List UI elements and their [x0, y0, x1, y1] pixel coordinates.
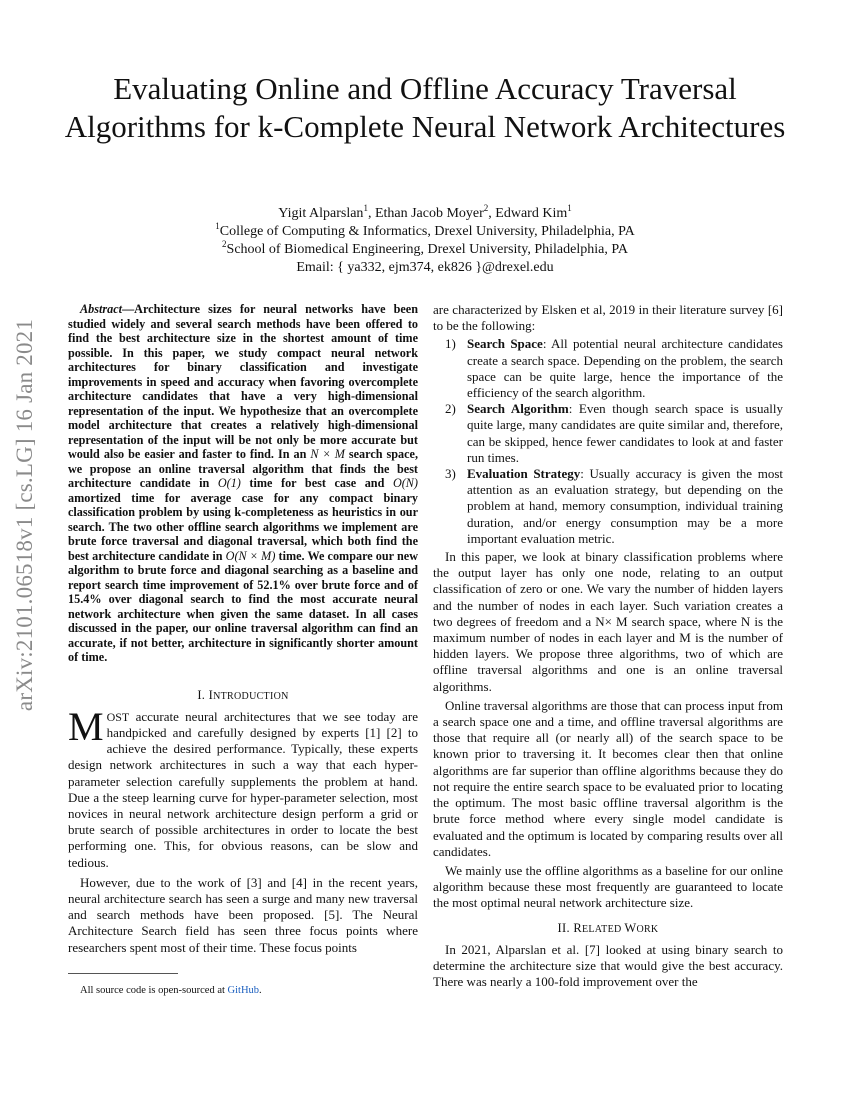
- abstract-label: Abstract: [80, 302, 122, 316]
- focus-points-list: [433, 336, 783, 547]
- section-heading-related-work: [433, 920, 783, 938]
- list-item: [433, 336, 783, 401]
- arxiv-identifier: [0, 300, 50, 730]
- right-paragraph-3: We mainly use the offline algorithms as a baseline for our online algorithm because these most frequently are guaranteed to locate the most optimal neural network architecture size.: [433, 862, 783, 911]
- author-2-affiliation: 2: [483, 203, 489, 213]
- right-paragraph-1: In this paper, we look at binary classification problems where the output layer has only one node, relating to an output classification of zero or one. We vary the number of hidden layers and the number of nodes in each layer. Such variation creates a two degrees of freedom and a N× M search space, where N is the maximum number of nodes in each layer and M is the number of hidden layers. We propose three algorithms, two of which are offline traversal algorithms and one is an online traversal algorithms.: [433, 549, 783, 694]
- related-rest-1: ELATED: [581, 923, 625, 935]
- intro-paragraph-2: However, due to the work of [3] and [4] in the recent years, neural architecture search has seen a surge and many new traversal and search methods have been proposed. [5]. The Neural Architecture Search field has seen three focus points where researchers spent most of their time. These focus points: [68, 874, 418, 955]
- affiliation-1-text: College of Computing & Informatics, Drexel University, Philadelphia, PA: [219, 224, 635, 239]
- abstract-text-4: amortized time for average case for any compact binary classification problem by using k-completeness as heuristics in our search. The two other offline search algorithms we implement are brute force traversal and diagonal traversal, which both find the best architecture candidate in: [68, 490, 418, 563]
- footnote-end: .: [259, 985, 262, 996]
- abstract-math-2: O(1): [217, 476, 241, 490]
- right-paragraph-4: In 2021, Alparslan et al. [7] looked at using binary search to determine the architecture size that would give the best accuracy. There was nearly a 100-fold improvement over the: [433, 941, 783, 990]
- affiliation-2-marker: 2: [222, 239, 227, 249]
- abstract-math-4: O(N × M): [225, 548, 276, 563]
- list-item: [433, 401, 783, 466]
- list-item: [433, 466, 783, 547]
- footnote-rule: [68, 973, 178, 974]
- list-number: 1): [445, 336, 456, 352]
- affiliation-1: [100, 223, 750, 241]
- footnote-text: All source code is open-sourced at: [80, 985, 228, 996]
- list-text: : Even though search space is usually quite large, many candidates are quite similar and, therefore, can be skipped, hence fewer candidates to look at and faster run times.: [467, 401, 783, 465]
- intro-paragraph-1-text: accurate neural architectures that we see today are handpicked and carefully designed by experts [1] [2] to achieve the desired performance. Typically, these experts design network architectures in such a way that each hyper-parameter selection carefully supplements the problem at hand. Due a the steep learning curve for hyper-parameter selection, most novices in neural network architecture design perform a grid or brute search of possible architectures in order to locate the best performing one. This, for obvious reasons, can be slow and tedious.: [68, 708, 418, 870]
- affiliation-2: [100, 241, 750, 259]
- abstract-text-1: —Architecture sizes for neural networks have been studied widely and several search methods have been offered to find the best architecture size in the shortest amount of time possible. In this paper, we study compact neural network architectures for binary classification and investigate improvements in speed and accuracy when favoring overcomplete architecture candidates that have a very high-dimensional representation of the input. We hypothesize that an overcomplete model architecture that creates a relatively high-dimensional representation of the input will be not only be more accurate but would also be easier and faster to find. In an: [68, 302, 418, 461]
- author-3: Edward Kim: [495, 206, 568, 221]
- drop-cap: M: [68, 703, 104, 749]
- related-rest-2: ORK: [636, 923, 659, 935]
- right-paragraph-2: Online traversal algorithms are those that can process input from a search space one and a time, and offline traversal algorithms are those that require all (or nearly all) of the search space to be known prior to traversing it. It becomes clear then that online algorithms are far superior than offline algorithms because they do not require the entire search space to be evaluated prior to locating the optimum. The most basic offline traversal algorithm is the brute force method where every single model candidate is evaluated and the optimum is located by comparing results over all candidates.: [433, 697, 783, 859]
- list-term: Evaluation Strategy: [467, 466, 581, 482]
- intro-numeral: I.: [197, 687, 209, 702]
- intro-rest: NTRODUCTION: [213, 690, 289, 702]
- related-numeral: II.: [557, 920, 574, 935]
- author-block: [100, 205, 750, 277]
- author-2: Ethan Jacob Moyer: [374, 206, 484, 221]
- intro-paragraph-1: [68, 703, 418, 871]
- right-column: [433, 302, 783, 990]
- lead-word: OST: [106, 709, 130, 724]
- author-names: Yigit Alparslan$^1$, Ethan Jacob Moyer$^2$, Edward Kim$^1$: [278, 203, 572, 221]
- list-number: 3): [445, 466, 456, 482]
- abstract-text-5: time. We compare our new algorithm to brute force and diagonal searching as a baseline and report search time improvement of 52.1% over brute force and of 15.4% over diagonal search to find the most accurate neural network architecture when given the same dataset. In all cases discussed in the paper, our online traversal algorithm can find an accurate, if not better, architecture in significantly shorter amount of time.: [68, 548, 418, 664]
- abstract-math-1: N × M: [310, 447, 345, 461]
- list-term: Search Algorithm: [467, 401, 569, 417]
- affiliation-2-text: School of Biomedical Engineering, Drexel University, Philadelphia, PA: [226, 242, 628, 257]
- arxiv-identifier-text: arXiv:2101.06518v1 [cs.LG] 16 Jan 2021: [12, 318, 37, 712]
- abstract-math-3: O(N): [392, 476, 418, 490]
- list-text: : All potential neural architecture candidates create a search space. Depending on the problem, the search space can be quite large, hence the importance of the efficiency of the search algorithm.: [467, 336, 783, 401]
- list-number: 2): [445, 401, 456, 417]
- author-email: Email: { ya332, ejm374, ek826 }@drexel.edu: [296, 260, 554, 275]
- author-1: Yigit Alparslan: [278, 206, 364, 221]
- affiliation-1-marker: 1: [215, 221, 220, 231]
- related-first-2: W: [624, 920, 637, 935]
- author-1-affiliation: 1: [363, 203, 368, 213]
- related-first-1: R: [573, 920, 582, 935]
- intro-first-letter: I: [208, 687, 214, 702]
- list-term: Search Space: [467, 336, 543, 352]
- abstract: [68, 302, 418, 665]
- footnote: [80, 985, 262, 996]
- author-3-affiliation: 1: [567, 203, 572, 213]
- paper-title: Evaluating Online and Offline Accuracy Traversal Algorithms for k-Complete Neural Network Architectures: [64, 71, 786, 144]
- abstract-text-2: search space, we propose an online traversal algorithm that finds the best architecture candidate in: [68, 447, 418, 490]
- section-heading-introduction: [68, 687, 418, 705]
- left-column: [68, 302, 418, 956]
- list-text: : Usually accuracy is given the most attention as an evaluation strategy, but depending on the problem at hand, memory consumption, individual training duration, and/or energy consumption may be a more important evaluation metric.: [467, 466, 783, 546]
- github-link[interactable]: GitHub: [227, 985, 260, 996]
- right-paragraph-0: are characterized by Elsken et al, 2019 in their literature survey [6] to be the following:: [433, 302, 783, 334]
- abstract-text-3: time for best case and: [240, 476, 393, 490]
